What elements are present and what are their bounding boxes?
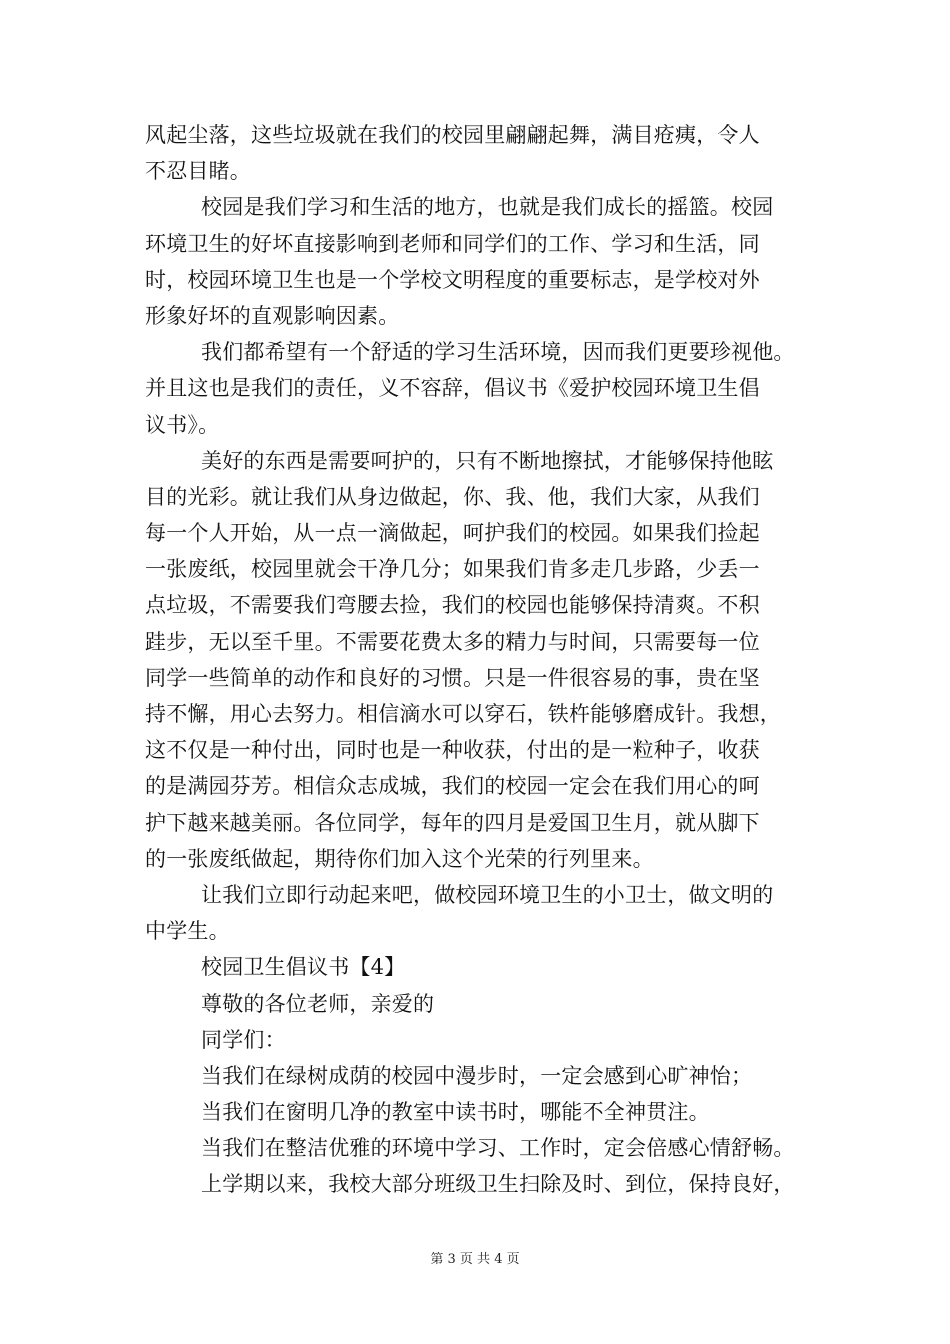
text-line: 环境卫生的好坏直接影响到老师和同学们的工作、学习和生活，同 (145, 231, 760, 256)
salutation: 尊敬的各位老师，亲爱的 (201, 991, 435, 1016)
text-line: 的是满园芬芳。相信众志成城，我们的校园一定会在我们用心的呵 (145, 774, 760, 799)
text-line: 点垃圾，不需要我们弯腰去捡，我们的校园也能够保持清爽。不积 (145, 593, 760, 618)
text-line: 每一个人开始，从一点一滴做起，呵护我们的校园。如果我们捡起 (145, 521, 760, 546)
page-number-footer: 第 3 页 共 4 页 (430, 1252, 520, 1267)
paragraph-start: 上学期以来，我校大部分班级卫生扫除及时、到位，保持良好， (201, 1172, 795, 1197)
salutation: 同学们： (201, 1027, 286, 1052)
text-line: 形象好坏的直观影响因素。 (145, 303, 400, 328)
body-text (145, 117, 815, 1203)
paragraph-start: 当我们在整洁优雅的环境中学习、工作时，定会倍感心情舒畅。 (201, 1136, 795, 1161)
text-line: 并且这也是我们的责任，义不容辞，倡议书《爱护校园环境卫生倡 (145, 376, 760, 401)
text-line: 的一张废纸做起，期待你们加入这个光荣的行列里来。 (145, 846, 654, 871)
text-line: 议书》。 (145, 412, 220, 437)
text-line: 同学一些简单的动作和良好的习惯。只是一件很容易的事，贵在坚 (145, 665, 760, 690)
text-line: 一张废纸，校园里就会干净几分；如果我们肯多走几步路，少丢一 (145, 557, 760, 582)
text-line: 持不懈，用心去努力。相信滴水可以穿石，铁杵能够磨成针。我想， (145, 702, 781, 726)
text-line: 中学生。 (145, 919, 230, 944)
paragraph-start: 让我们立即行动起来吧，做校园环境卫生的小卫士，做文明的 (201, 882, 774, 907)
paragraph-start: 美好的东西是需要呵护的，只有不断地擦拭，才能够保持他眩 (201, 448, 774, 473)
text-line: 护下越来越美丽。各位同学，每年的四月是爱国卫生月，就从脚下 (145, 810, 760, 835)
text-line: 目的光彩。就让我们从身边做起，你、我、他，我们大家，从我们 (145, 484, 760, 509)
paragraph-start: 校园是我们学习和生活的地方，也就是我们成长的摇篮。校园 (201, 195, 774, 220)
text-line: 不忍目睹。 (145, 159, 251, 184)
text-line: 风起尘落，这些垃圾就在我们的校园里翩翩起舞，满目疮痍，令人 (145, 123, 760, 147)
paragraph-start: 当我们在窗明几净的教室中读书时，哪能不全神贯注。 (201, 1100, 710, 1125)
paragraph-start: 我们都希望有一个舒适的学习生活环境，因而我们更要珍视他。 (201, 340, 795, 365)
text-line: 时，校园环境卫生也是一个学校文明程度的重要标志，是学校对外 (145, 267, 760, 292)
text-line: 这不仅是一种付出，同时也是一种收获，付出的是一粒种子，收获 (145, 738, 760, 763)
paragraph-start: 当我们在绿树成荫的校园中漫步时，一定会感到心旷神怡； (201, 1063, 753, 1088)
section-heading: 校园卫生倡议书【4】 (201, 955, 406, 980)
text-line: 跬步，无以至千里。不需要花费太多的精力与时间，只需要每一位 (145, 629, 760, 654)
